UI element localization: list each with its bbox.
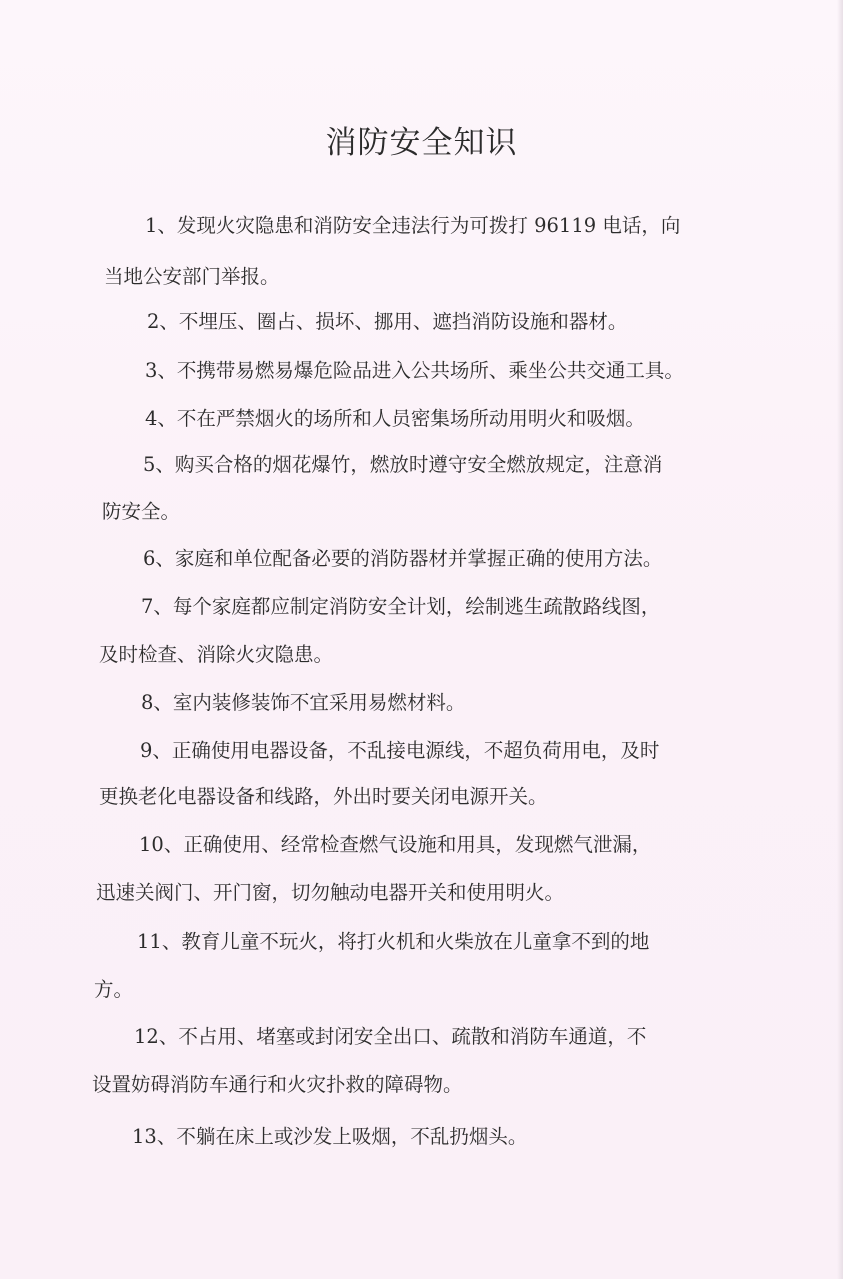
list-item-line: 迅速关阀门、开门窗，切勿触动电器开关和使用明火。 [96, 881, 565, 904]
list-item-line: 方。 [94, 978, 134, 1001]
page-edge-shadow [837, 0, 843, 1279]
list-item-line: 12、不占用、堵塞或封闭安全出口、疏散和消防车通道，不 [134, 1025, 647, 1048]
list-item-line: 设置妨碍消防车通行和火灾扑救的障碍物。 [92, 1073, 463, 1096]
list-item-line: 8、室内装修装饰不宜采用易燃材料。 [141, 691, 466, 714]
list-item-line: 2、不埋压、圈占、损坏、挪用、遮挡消防设施和器材。 [147, 310, 628, 333]
list-item-line: 及时检查、消除火灾隐患。 [99, 643, 334, 666]
page-title: 消防安全知识 [325, 125, 518, 161]
list-item-line: 13、不躺在床上或沙发上吸烟，不乱扔烟头。 [132, 1125, 528, 1148]
list-item-line: 10、正确使用、经常检查燃气设施和用具，发现燃气泄漏， [139, 833, 652, 856]
list-item-line: 5、购买合格的烟花爆竹，燃放时遵守安全燃放规定，注意消 [143, 453, 663, 476]
list-item-line: 当地公安部门举报。 [104, 265, 280, 288]
list-item-line: 9、正确使用电器设备，不乱接电源线，不超负荷用电，及时 [140, 739, 660, 762]
list-item-line: 11、教育儿童不玩火，将打火机和火柴放在儿童拿不到的地 [137, 930, 650, 953]
list-item-line: 防安全。 [102, 500, 181, 523]
list-item-line: 7、每个家庭都应制定消防安全计划，绘制逃生疏散路线图， [141, 595, 661, 618]
list-item-line: 6、家庭和单位配备必要的消防器材并掌握正确的使用方法。 [143, 547, 663, 570]
list-item-line: 4、不在严禁烟火的场所和人员密集场所动用明火和吸烟。 [145, 407, 645, 430]
list-item-line: 更换老化电器设备和线路，外出时要关闭电源开关。 [99, 785, 548, 808]
list-item-line: 3、不携带易燃易爆危险品进入公共场所、乘坐公共交通工具。 [145, 359, 684, 382]
list-item-line: 1、发现火灾隐患和消防安全违法行为可拨打 96119 电话，向 [145, 214, 681, 237]
